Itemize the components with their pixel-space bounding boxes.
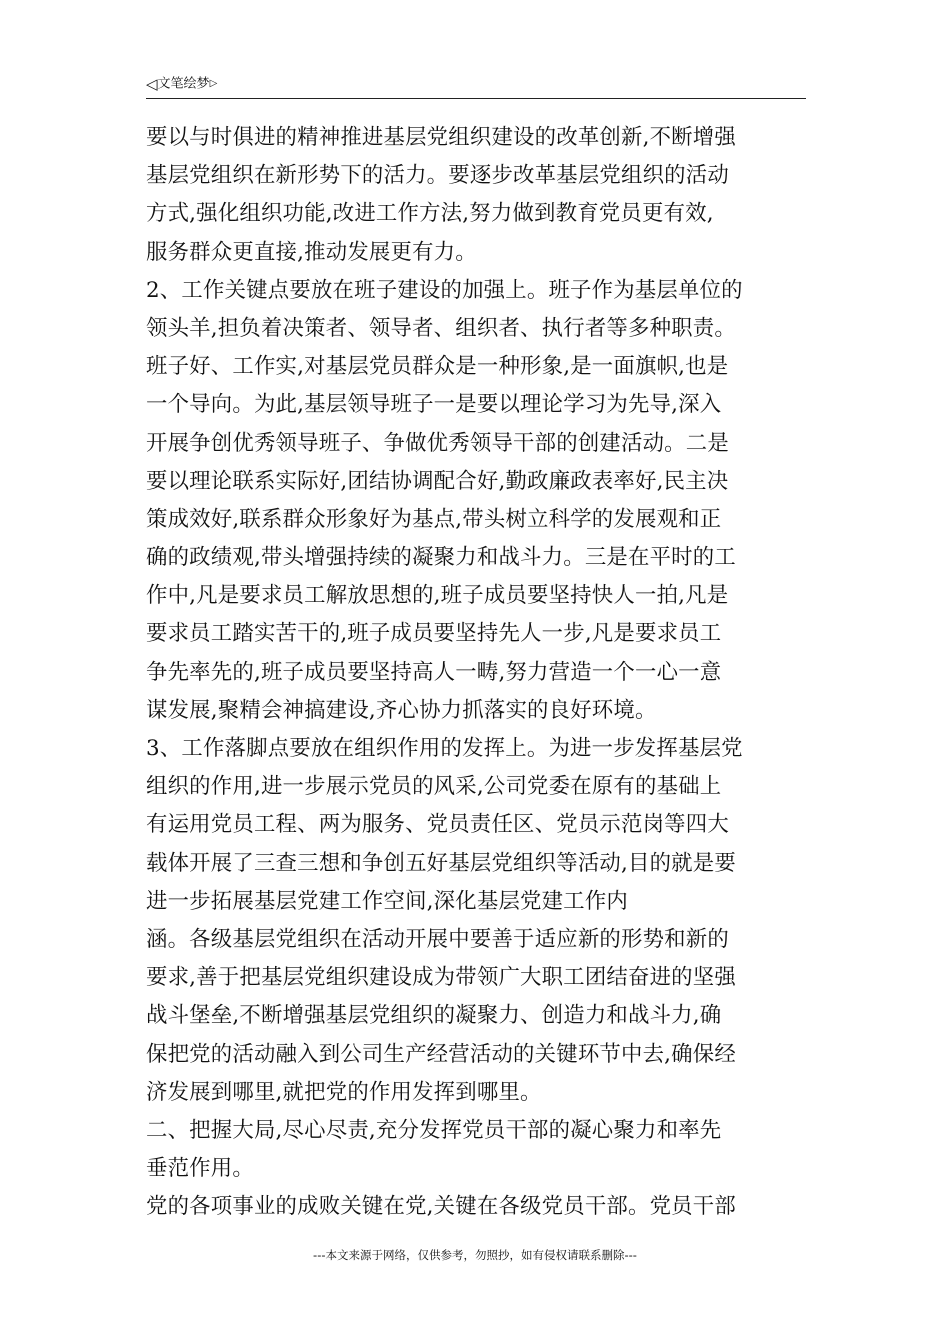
text-line: 3、工作落脚点要放在组织作用的发挥上。为进一步发挥基层党: [146, 736, 743, 761]
text-line: 保把党的活动融入到公司生产经营活动的关键环节中去,确保经: [146, 1041, 736, 1067]
page-footer: ---本文来源于网络，仅供参考，勿照抄，如有侵权请联系删除---: [313, 1248, 637, 1262]
text-line: 有运用党员工程、两为服务、党员责任区、党员示范岗等四大: [146, 812, 729, 838]
text-line: 2、工作关键点要放在班子建设的加强上。班子作为基层单位的: [146, 277, 743, 303]
text-line: 要求员工踏实苦干的,班子成员要坚持先人一步,凡是要求员工: [146, 621, 722, 647]
text-line: 开展争创优秀领导班子、争做优秀领导干部的创建活动。二是: [146, 430, 729, 456]
text-line: 载体开展了三查三想和争创五好基层党组织等活动,目的就是要: [146, 850, 736, 876]
text-line: 要以与时俱进的精神推进基层党组织建设的改革创新,不断增强: [146, 125, 736, 150]
text-line: 基层党组织在新形势下的活力。要逐步改革基层党组织的活动: [146, 163, 729, 189]
text-line: 方式,强化组织功能,改进工作方法,努力做到教育党员更有效,: [146, 201, 714, 227]
text-line: 作中,凡是要求员工解放思想的,班子成员要坚持快人一拍,凡是: [146, 583, 729, 609]
page-header: [146, 74, 806, 99]
text-line: 确的政绩观,带头增强持续的凝聚力和战斗力。三是在平时的工: [146, 545, 736, 571]
text-line: 二、把握大局,尽心尽责,充分发挥党员干部的凝心聚力和率先: [146, 1117, 722, 1143]
text-line: 策成效好,联系群众形象好为基点,带头树立科学的发展观和正: [146, 506, 722, 532]
text-line: 要求,善于把基层党组织建设成为带领广大职工团结奋进的坚强: [146, 965, 736, 991]
text-line: 领头羊,担负着决策者、领导者、组织者、执行者等多种职责。: [146, 315, 736, 341]
text-line: 济发展到哪里,就把党的作用发挥到哪里。: [146, 1079, 542, 1105]
text-line: 战斗堡垒,不断增强基层党组织的凝聚力、创造力和战斗力,确: [146, 1003, 722, 1029]
left-triangle-icon: ◁: [146, 75, 158, 93]
text-line: 要以理论联系实际好,团结协调配合好,勤政廉政表率好,民主决: [146, 468, 729, 494]
text-line: 一个导向。为此,基层领导班子一是要以理论学习为先导,深入: [146, 392, 722, 418]
text-line: 党的各项事业的成败关键在党,关键在各级党员干部。党员干部: [146, 1194, 736, 1220]
header-title-group: [146, 76, 217, 93]
text-line: 争先率先的,班子成员要坚持高人一畴,努力营造一个一心一意: [146, 659, 722, 685]
document-body: [146, 119, 816, 1226]
right-triangle-icon: ▷: [209, 78, 218, 89]
text-line: 服务群众更直接,推动发展更有力。: [146, 239, 477, 265]
text-line: 涵。各级基层党组织在活动开展中要善于适应新的形势和新的: [146, 926, 729, 952]
text-line: 组织的作用,进一步展示党员的风采,公司党委在原有的基础上: [146, 774, 722, 800]
text-line: 垂范作用。: [146, 1156, 254, 1182]
header-title: 文笔绘梦: [157, 76, 210, 92]
text-line: 进一步拓展基层党建工作空间,深化基层党建工作内: [146, 888, 628, 914]
text-line: 谋发展,聚精会神搞建设,齐心协力抓落实的良好环境。: [146, 697, 657, 723]
text-line: 班子好、工作实,对基层党员群众是一种形象,是一面旗帜,也是: [146, 354, 729, 380]
